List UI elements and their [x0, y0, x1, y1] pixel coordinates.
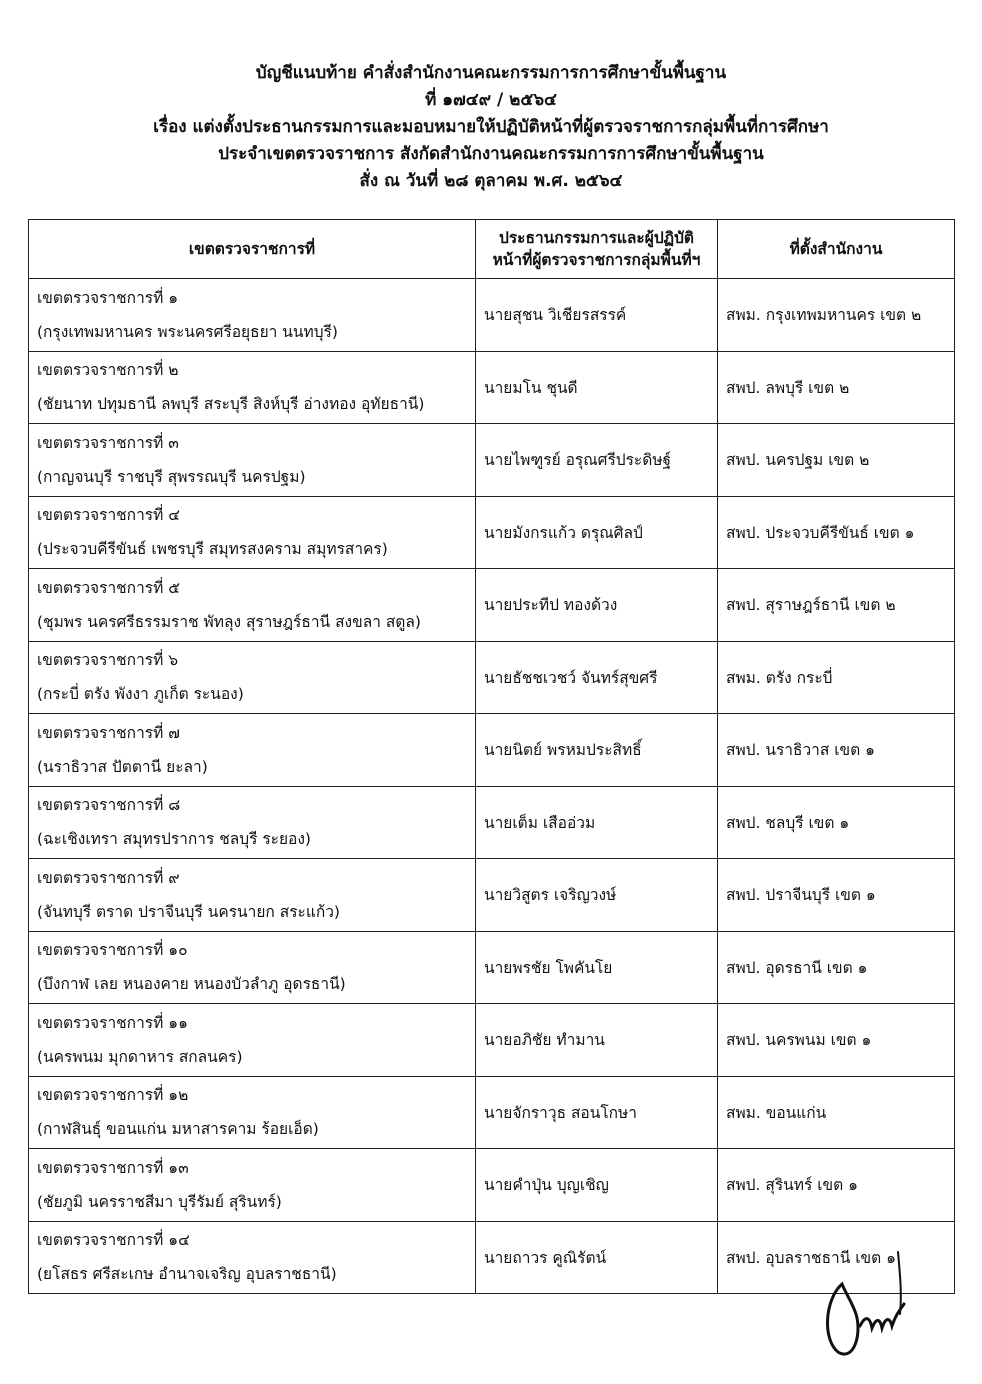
table-header-row — [29, 220, 955, 279]
subject-line: เรื่อง แต่งตั้งประธานกรรมการและมอบหมายให้ปฏิบัติหน้าที่ผู้ตรวจราชการกลุ่มพื้นที่การศึกษา — [153, 117, 829, 137]
order-number: ที่ ๑๗๔๙ / ๒๕๖๔ — [425, 90, 557, 110]
cell-person: นายสุชน วิเชียรสรรค์ — [476, 279, 718, 352]
zone-provinces: (ประจวบคีรีขันธ์ เพชรบุรี สมุทรสงคราม สมุทรสาคร) — [37, 540, 388, 559]
cell-office: สพป. ปราจีนบุรี เขต ๑ — [718, 859, 955, 932]
zone-label: เขตตรวจราชการที่ ๕ — [37, 578, 180, 597]
subject-line-2: ประจำเขตตรวจราชการ สังกัดสำนักงานคณะกรรมการการศึกษาขั้นพื้นฐาน — [218, 144, 764, 164]
cell-office: สพป. นครพนม เขต ๑ — [718, 1004, 955, 1077]
zone-label: เขตตรวจราชการที่ ๖ — [37, 651, 179, 670]
table-row — [29, 1004, 955, 1077]
cell-zone — [29, 714, 476, 787]
cell-zone — [29, 786, 476, 859]
cell-person: นายวิสูตร เจริญวงษ์ — [476, 859, 718, 932]
order-date: สั่ง ณ วันที่ ๒๘ ตุลาคม พ.ศ. ๒๕๖๔ — [359, 171, 623, 191]
zone-label: เขตตรวจราชการที่ ๒ — [37, 361, 179, 380]
zone-provinces: (ฉะเชิงเทรา สมุทรปราการ ชลบุรี ระยอง) — [37, 830, 311, 849]
table-row — [29, 931, 955, 1004]
cell-zone — [29, 1221, 476, 1294]
column-header-zone: เขตตรวจราชการที่ — [29, 220, 476, 279]
zone-label: เขตตรวจราชการที่ ๙ — [37, 868, 180, 887]
cell-office: สพป. อุดรธานี เขต ๑ — [718, 931, 955, 1004]
cell-zone — [29, 1149, 476, 1222]
table-row — [29, 1221, 955, 1294]
table-row — [29, 424, 955, 497]
zone-provinces: (กาฬสินธุ์ ขอนแก่น มหาสารคาม ร้อยเอ็ด) — [37, 1120, 319, 1139]
cell-person: นายมโน ชุนดี — [476, 351, 718, 424]
zone-provinces: (บึงกาฬ เลย หนองคาย หนองบัวลำภู อุดรธานี) — [37, 975, 346, 994]
cell-person: นายไพฑูรย์ อรุณศรีประดิษฐ์ — [476, 424, 718, 497]
zone-provinces: (กระบี่ ตรัง พังงา ภูเก็ต ระนอง) — [37, 685, 244, 704]
column-header-person — [476, 220, 718, 279]
zone-label: เขตตรวจราชการที่ ๗ — [37, 723, 180, 742]
column-header-office: ที่ตั้งสำนักงาน — [718, 220, 955, 279]
cell-office: สพป. ประจวบคีรีขันธ์ เขต ๑ — [718, 496, 955, 569]
cell-zone — [29, 569, 476, 642]
cell-office: สพป. อุบลราชธานี เขต ๑ — [718, 1221, 955, 1294]
zone-label: เขตตรวจราชการที่ ๓ — [37, 433, 179, 452]
cell-office: สพป. สุรินทร์ เขต ๑ — [718, 1149, 955, 1222]
zone-label: เขตตรวจราชการที่ ๑๒ — [37, 1086, 189, 1105]
cell-zone — [29, 351, 476, 424]
cell-person: นายถาวร คูณิรัตน์ — [476, 1221, 718, 1294]
table-row — [29, 496, 955, 569]
table-row — [29, 859, 955, 932]
signature-mark — [820, 1244, 920, 1364]
inspection-zone-table — [28, 219, 955, 1294]
cell-office: สพป. นครปฐม เขต ๒ — [718, 424, 955, 497]
cell-office: สพม. กรุงเทพมหานคร เขต ๒ — [718, 279, 955, 352]
cell-person: นายจักราวุธ สอนโกษา — [476, 1076, 718, 1149]
cell-zone — [29, 424, 476, 497]
zone-label: เขตตรวจราชการที่ ๑๓ — [37, 1158, 189, 1177]
zone-label: เขตตรวจราชการที่ ๑๔ — [37, 1231, 190, 1250]
zone-provinces: (นครพนม มุกดาหาร สกลนคร) — [37, 1047, 243, 1066]
cell-zone — [29, 279, 476, 352]
cell-zone — [29, 859, 476, 932]
zone-provinces: (ชุมพร นครศรีธรรมราช พัทลุง สุราษฎร์ธานี สงขลา สตูล) — [37, 612, 421, 631]
zone-label: เขตตรวจราชการที่ ๑๑ — [37, 1013, 188, 1032]
table-row — [29, 351, 955, 424]
table-row — [29, 641, 955, 714]
cell-person: นายธัชชเวชว์ จันทร์สุขศรี — [476, 641, 718, 714]
zone-label: เขตตรวจราชการที่ ๘ — [37, 796, 181, 815]
zone-provinces: (ชัยนาท ปทุมธานี ลพบุรี สระบุรี สิงห์บุรี อ่างทอง อุทัยธานี) — [37, 395, 425, 414]
cell-person: นายประทีป ทองด้วง — [476, 569, 718, 642]
cell-person: นายพรชัย โพคันโย — [476, 931, 718, 1004]
zone-label: เขตตรวจราชการที่ ๑ — [37, 288, 179, 307]
table-row — [29, 786, 955, 859]
zone-provinces: (กาญจนบุรี ราชบุรี สุพรรณบุรี นครปฐม) — [37, 467, 306, 486]
table-body — [29, 279, 955, 1294]
header-title: บัญชีแนบท้าย คำสั่งสำนักงานคณะกรรมการการศึกษาขั้นพื้นฐาน — [255, 63, 727, 83]
cell-office: สพม. ตรัง กระบี่ — [718, 641, 955, 714]
zone-label: เขตตรวจราชการที่ ๔ — [37, 506, 180, 525]
document-header — [0, 60, 982, 195]
column-header-person-line1: ประธานกรรมการและผู้ปฏิบัติ — [499, 229, 694, 247]
table-row — [29, 1076, 955, 1149]
cell-office: สพป. ชลบุรี เขต ๑ — [718, 786, 955, 859]
cell-office: สพป. สุราษฎร์ธานี เขต ๒ — [718, 569, 955, 642]
table-row — [29, 279, 955, 352]
cell-office: สพป. นราธิวาส เขต ๑ — [718, 714, 955, 787]
zone-provinces: (ยโสธร ศรีสะเกษ อำนาจเจริญ อุบลราชธานี) — [37, 1265, 337, 1284]
zone-label: เขตตรวจราชการที่ ๑๐ — [37, 941, 188, 960]
cell-office: สพม. ขอนแก่น — [718, 1076, 955, 1149]
column-header-person-line2: หน้าที่ผู้ตรวจราชการกลุ่มพื้นที่ฯ — [492, 251, 701, 269]
zone-provinces: (จันทบุรี ตราด ปราจีนบุรี นครนายก สระแก้ว) — [37, 902, 340, 921]
cell-zone — [29, 1004, 476, 1077]
cell-zone — [29, 496, 476, 569]
cell-zone — [29, 1076, 476, 1149]
cell-person: นายนิตย์ พรหมประสิทธิ์ — [476, 714, 718, 787]
cell-person: นายคำปุ่น บุญเชิญ — [476, 1149, 718, 1222]
zone-provinces: (กรุงเทพมหานคร พระนครศรีอยุธยา นนทบุรี) — [37, 322, 338, 341]
cell-person: นายอภิชัย ทำมาน — [476, 1004, 718, 1077]
cell-office: สพป. ลพบุรี เขต ๒ — [718, 351, 955, 424]
cell-zone — [29, 641, 476, 714]
table-row — [29, 714, 955, 787]
cell-zone — [29, 931, 476, 1004]
cell-person: นายเต็ม เสืออ่วม — [476, 786, 718, 859]
table-row — [29, 1149, 955, 1222]
cell-person: นายมังกรแก้ว ดรุณศิลป์ — [476, 496, 718, 569]
table-row — [29, 569, 955, 642]
zone-provinces: (ชัยภูมิ นครราชสีมา บุรีรัมย์ สุรินทร์) — [37, 1192, 282, 1211]
zone-provinces: (นราธิวาส ปัตตานี ยะลา) — [37, 757, 208, 776]
